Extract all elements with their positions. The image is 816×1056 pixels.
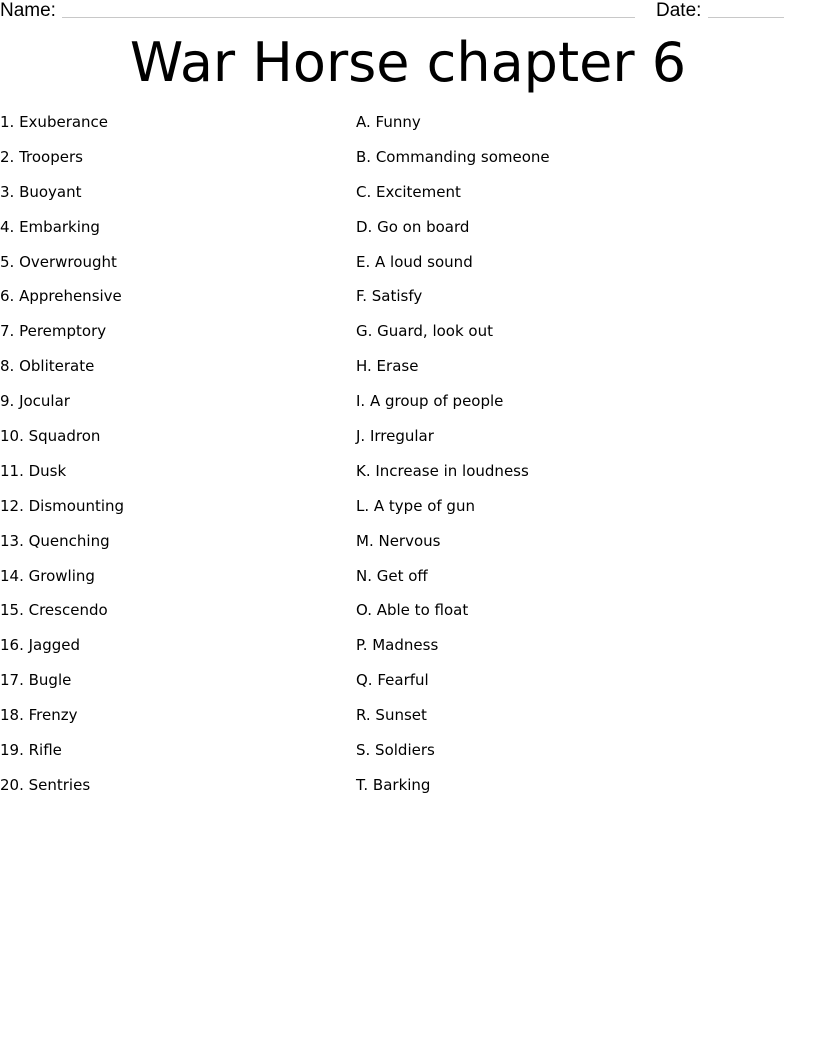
definition-item: H. Erase <box>356 357 419 376</box>
header-row <box>0 0 816 24</box>
definition-item: O. Able to float <box>356 601 469 620</box>
definition-item: Q. Fearful <box>356 671 429 690</box>
definition-item: P. Madness <box>356 636 439 655</box>
term-item: 9. Jocular <box>0 392 70 411</box>
definition-item: F. Satisfy <box>356 287 423 306</box>
term-item: 4. Embarking <box>0 217 100 236</box>
term-item: 10. Squadron <box>0 427 101 446</box>
definition-item: E. A loud sound <box>356 252 473 271</box>
term-item: 15. Crescendo <box>0 601 108 620</box>
term-item: 13. Quenching <box>0 531 110 550</box>
worksheet-title: War Horse chapter 6 <box>129 31 687 94</box>
term-item: 19. Rifle <box>0 741 62 760</box>
definition-item: N. Get off <box>356 566 428 585</box>
terms-list <box>0 110 340 808</box>
term-item: 12. Dismounting <box>0 496 125 515</box>
term-item: 3. Buoyant <box>0 182 82 201</box>
definitions-list <box>356 110 796 808</box>
definition-item: C. Excitement <box>356 182 461 201</box>
term-item: 16. Jagged <box>0 636 81 655</box>
term-item: 5. Overwrought <box>0 252 117 271</box>
definition-item: R. Sunset <box>356 706 427 725</box>
term-item: 8. Obliterate <box>0 357 95 376</box>
name-label: Name: <box>0 0 56 21</box>
name-field-line <box>62 17 635 18</box>
term-item: 6. Apprehensive <box>0 287 122 306</box>
definition-item: D. Go on board <box>356 217 470 236</box>
term-item: 20. Sentries <box>0 775 91 794</box>
term-item: 14. Growling <box>0 566 95 585</box>
term-item: 11. Dusk <box>0 461 67 480</box>
definition-item: I. A group of people <box>356 392 504 411</box>
definition-item: J. Irregular <box>356 427 434 446</box>
term-item: 7. Peremptory <box>0 322 107 341</box>
definition-item: S. Soldiers <box>356 741 435 760</box>
definition-item: A. Funny <box>356 113 421 131</box>
definition-item: G. Guard, look out <box>356 322 493 341</box>
date-label: Date: <box>656 0 702 21</box>
term-item: 18. Frenzy <box>0 706 78 725</box>
definition-item: K. Increase in loudness <box>356 461 529 480</box>
term-item: 17. Bugle <box>0 671 72 690</box>
definition-item: B. Commanding someone <box>356 147 550 166</box>
definition-item: M. Nervous <box>356 531 441 550</box>
definition-item: L. A type of gun <box>356 496 475 515</box>
term-item: 1. Exuberance <box>0 113 109 131</box>
definition-item: T. Barking <box>356 775 431 794</box>
date-field-line <box>708 17 784 18</box>
term-item: 2. Troopers <box>0 147 83 166</box>
